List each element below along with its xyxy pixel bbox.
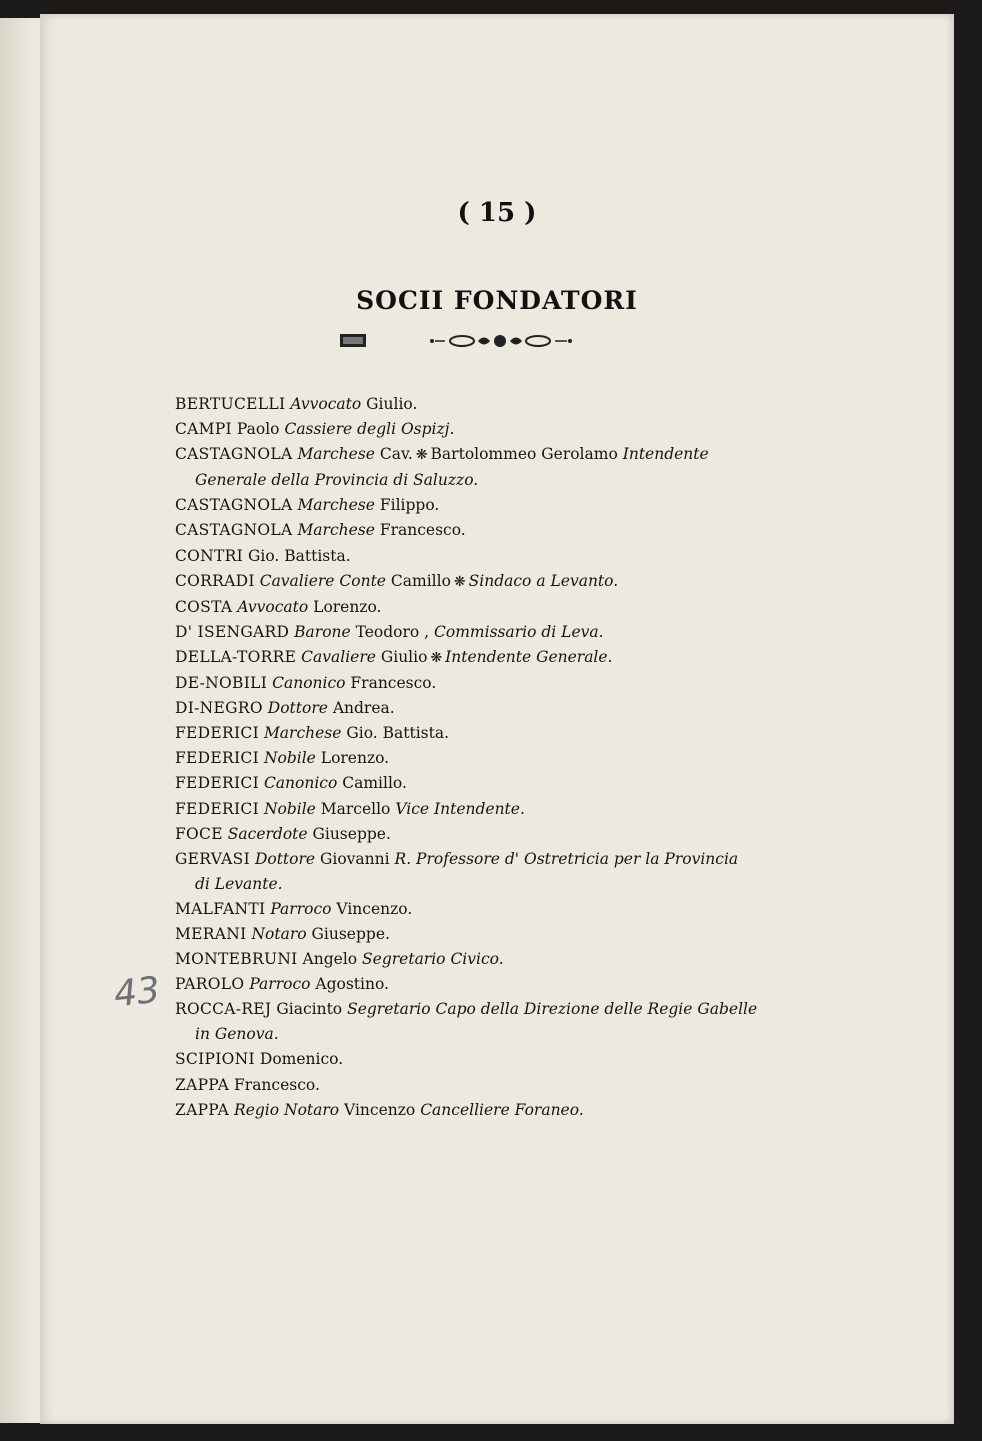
italic-title: Cassiere degli Ospizj. [284,420,455,439]
name-text: Angelo [302,950,363,969]
entry-line [175,797,760,822]
member-surname: FEDERICI [175,749,259,768]
italic-title: Sacerdote [227,824,308,843]
member-surname: FEDERICI [175,724,259,743]
name-text: Francesco. [234,1075,320,1094]
entry-line [175,972,760,997]
list-item [175,746,760,771]
list-item [175,847,760,897]
list-item [175,392,760,417]
list-item [175,518,760,543]
list-item [175,595,760,620]
italic-title: Dottore [267,699,328,718]
name-text: Teodoro , [350,622,435,641]
entry-line [175,493,760,518]
entry-line [175,822,760,847]
italic-title: Barone [294,622,351,641]
italic-title: Marchese [297,445,375,464]
name-text: Vincenzo [339,1100,421,1119]
member-surname: CORRADI [175,571,255,590]
member-surname: FEDERICI [175,774,259,793]
italic-title: Marchese [297,496,375,515]
italic-title: Cavaliere Conte [259,571,386,590]
italic-title: Cancelliere Foraneo. [420,1100,584,1119]
member-surname: D' ISENGARD [175,622,290,641]
member-surname: MALFANTI [175,899,266,918]
decorative-rule-icon [340,332,580,350]
member-surname: MERANI [175,924,247,943]
name-text: Filippo. [374,496,440,515]
name-text: Lorenzo. [308,597,382,616]
list-item [175,797,760,822]
entry-line [175,1098,760,1123]
entry-line [175,569,760,595]
list-item [175,696,760,721]
italic-title: Dottore [254,849,316,868]
entry-continuation [175,1022,760,1047]
member-surname: PAROLO [175,975,245,994]
list-item [175,569,760,595]
list-item [175,997,760,1047]
member-surname: FOCE [175,824,223,843]
name-text: Lorenzo. [315,749,390,768]
page-title: SOCII FONDATORI [356,286,638,315]
member-surname: CONTRI [175,546,244,565]
italic-title: Intendente Generale. [445,647,613,666]
name-text: Cav. [374,445,413,464]
name-text: Gio. Battista. [341,724,450,743]
entry-line [175,897,760,922]
entry-line [175,1047,760,1072]
italic-title: Marchese [297,521,375,540]
list-item [175,922,760,947]
entry-line [175,671,760,696]
list-item [175,721,760,746]
entry-line [175,696,760,721]
italic-title: Parroco [270,899,332,918]
member-surname: ZAPPA [175,1075,230,1094]
entry-line [175,922,760,947]
name-text: Francesco. [345,674,437,693]
name-text: Giuseppe. [307,824,391,843]
list-item [175,493,760,518]
member-list [175,392,760,1123]
list-item [175,972,760,997]
entry-line [175,746,760,771]
entry-line [175,721,760,746]
list-item [175,442,760,493]
member-surname: DELLA-TORRE [175,647,297,666]
member-surname: ROCCA-REJ [175,1000,272,1019]
name-text: Giulio [375,647,428,666]
member-surname: MONTEBRUNI [175,950,298,969]
order-star-icon: ❋ [430,649,443,666]
entry-line [175,847,760,872]
italic-title: Parroco [249,975,311,994]
italic-title: Nobile [263,749,316,768]
italic-title: R. Professore d' Ostretricia per la Provincia [394,849,739,868]
member-surname: CASTAGNOLA [175,445,293,464]
entry-line [175,620,760,645]
entry-line [175,947,760,972]
page-number: ( 15 ) [457,198,537,228]
entry-line [175,417,760,442]
italic-title: Segretario Capo della Direzione delle Regie Gabelle [347,1000,758,1019]
italic-title: in Genova. [195,1025,279,1044]
name-text: Domenico. [259,1050,344,1069]
list-item [175,771,760,796]
list-item [175,1073,760,1098]
member-surname: CAMPI [175,420,232,439]
name-text: Camillo [385,571,451,590]
italic-title: Sindaco a Levanto. [468,571,619,590]
entry-continuation [175,468,760,493]
entry-line [175,392,760,417]
name-text: Giulio. [361,395,418,413]
list-item [175,645,760,671]
list-item [175,1098,760,1123]
list-item [175,620,760,645]
italic-title: Commissario di Leva. [434,622,604,641]
list-item [175,947,760,972]
show-through-text [190,226,780,251]
list-item [175,1047,760,1072]
italic-title: Nobile [263,799,316,818]
italic-title: Avvocato [237,597,309,616]
member-surname: CASTAGNOLA [175,496,293,515]
member-surname: FEDERICI [175,799,259,818]
name-text: Camillo. [337,774,407,793]
list-item [175,671,760,696]
member-surname: DI-NEGRO [175,699,263,718]
entry-line [175,544,760,569]
entry-line [175,442,760,468]
member-surname: BERTUCELLI [175,395,286,413]
name-text: Agostino. [310,975,389,994]
entry-line [175,997,760,1022]
entry-line [175,771,760,796]
entry-line [175,518,760,543]
member-surname: GERVASI [175,849,250,868]
italic-title: Vice Intendente. [395,799,525,818]
name-text: Bartolommeo Gerolamo [430,445,623,464]
italic-title: Generale della Provincia di Saluzzo. [195,471,479,490]
italic-title: di Levante. [195,874,283,893]
italic-title: Canonico [272,674,346,693]
list-item [175,897,760,922]
entry-continuation [175,872,760,897]
member-surname: SCIPIONI [175,1050,255,1069]
member-surname: COSTA [175,597,233,616]
name-text: Giovanni [315,849,395,868]
italic-title: Intendente [622,445,709,464]
italic-title: Segretario Civico. [362,950,504,969]
list-item [175,417,760,442]
name-text: Marcello [315,799,396,818]
name-text: Francesco. [374,521,466,540]
name-text: Giuseppe. [306,924,390,943]
entry-line [175,645,760,671]
name-text: Andrea. [327,699,395,718]
member-surname: CASTAGNOLA [175,521,293,540]
entry-line [175,595,760,620]
name-text: Gio. Battista. [248,546,351,565]
member-surname: ZAPPA [175,1100,230,1119]
member-surname: DE-NOBILI [175,674,268,693]
list-item [175,822,760,847]
italic-title: Avvocato [290,395,362,413]
name-text: Giacinto [276,1000,348,1019]
italic-title: Notaro [251,924,307,943]
list-item [175,544,760,569]
handwritten-margin-note: 43 [111,969,162,1016]
italic-title: Canonico [263,774,338,793]
order-star-icon: ❋ [453,573,466,590]
name-text: Vincenzo. [331,899,413,918]
italic-title: Cavaliere [301,647,376,666]
name-text: Paolo [236,420,285,439]
italic-title: Regio Notaro [234,1100,340,1119]
document-page [40,14,954,1424]
entry-line [175,1073,760,1098]
italic-title: Marchese [263,724,342,743]
order-star-icon: ❋ [415,447,428,464]
